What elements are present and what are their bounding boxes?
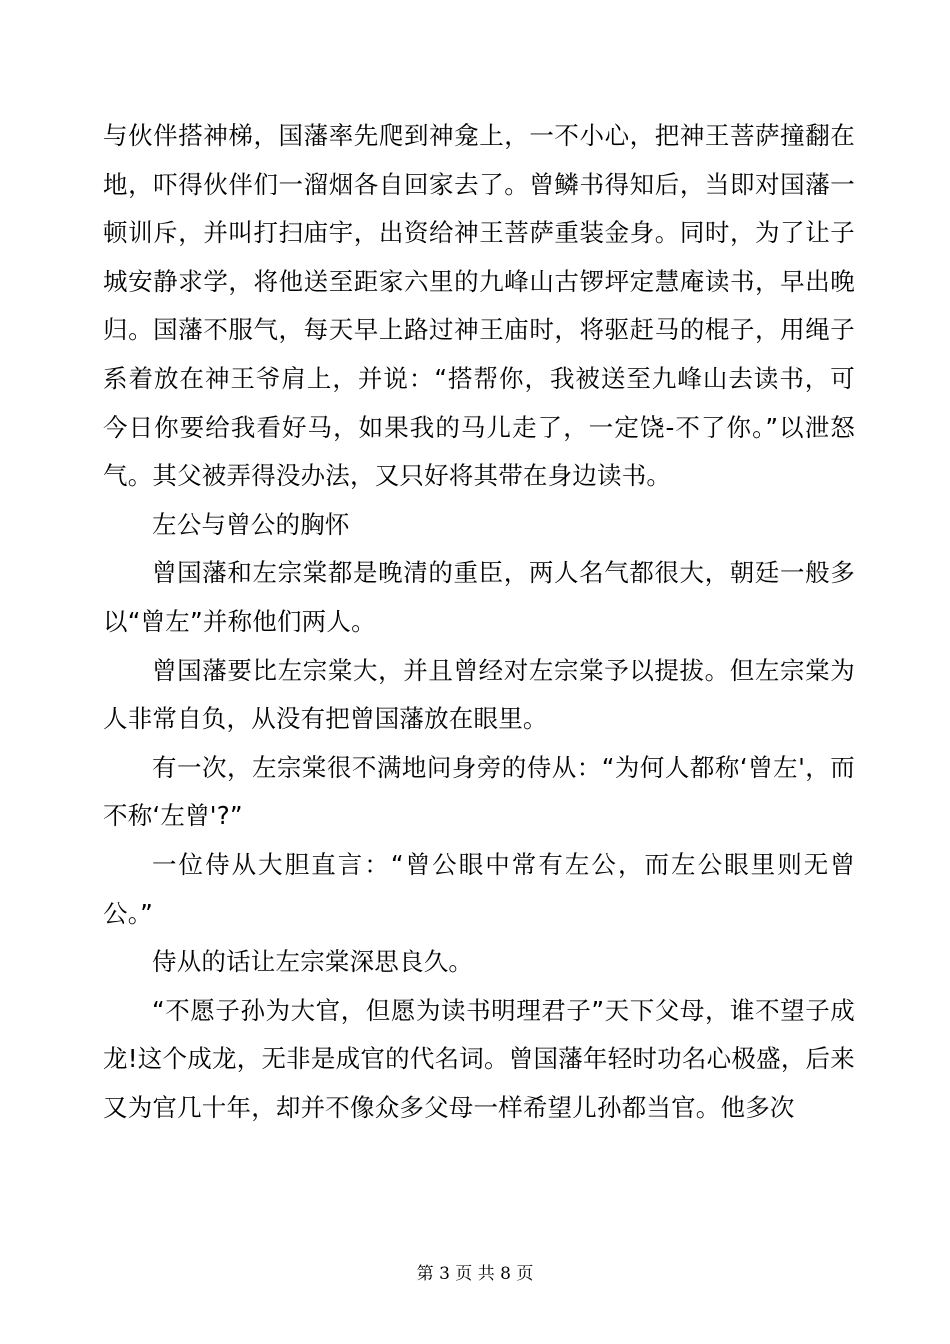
paragraph-continued: 与伙伴搭神梯，国藩率先爬到神龛上，一不小心，把神王菩萨撞翻在地，吓得伙伴们一溜烟各自回家去了。曾鳞书得知后，当即对国藩一顿训斥，并叫打扫庙宇，出资给神王菩萨重装金身。同时，为了让子城安静求学，将他送至距家六里的九峰山古锣坪定慧庵读书，早出晚归。国藩不服气，每天早上路过神王庙时，将驱赶马的棍子，用绳子系着放在神王爷肩上，并说：“搭帮你，我被送至九峰山去读书，可今日你要给我看好马，如果我的马儿走了，一定饶-不了你。”以泄怒气。其父被弄得没办法，又只好将其带在身边读书。 bbox=[103, 121, 855, 491]
page-number-footer: 第 3 页 共 8 页 bbox=[416, 1264, 534, 1284]
paragraph: 有一次，左宗棠很不满地问身旁的侍从：“为何人都称‘曾左'，而不称‘左曾'?” bbox=[103, 752, 855, 831]
section-heading: 左公与曾公的胸怀 bbox=[152, 509, 350, 539]
paragraph: 一位侍从大胆直言：“曾公眼中常有左公，而左公眼里则无曾公。” bbox=[103, 849, 855, 928]
document-body bbox=[103, 112, 855, 1132]
paragraph: 侍从的话让左宗棠深思良久。 bbox=[152, 947, 474, 977]
paragraph: 曾国藩和左宗棠都是晚清的重臣，两人名气都很大，朝廷一般多以“曾左”并称他们两人。 bbox=[103, 558, 855, 636]
paragraph: 曾国藩要比左宗棠大，并且曾经对左宗棠予以提拔。但左宗棠为人非常自负，从没有把曾国藩放在眼里。 bbox=[103, 655, 855, 734]
paragraph: “不愿子孙为大官，但愿为读书明理君子”天下父母，谁不望子成龙!这个成龙，无非是成官的代名词。曾国藩年轻时功名心极盛，后来又为官几十年，却并不像众多父母一样希望儿孙都当官。他多次 bbox=[103, 995, 855, 1122]
